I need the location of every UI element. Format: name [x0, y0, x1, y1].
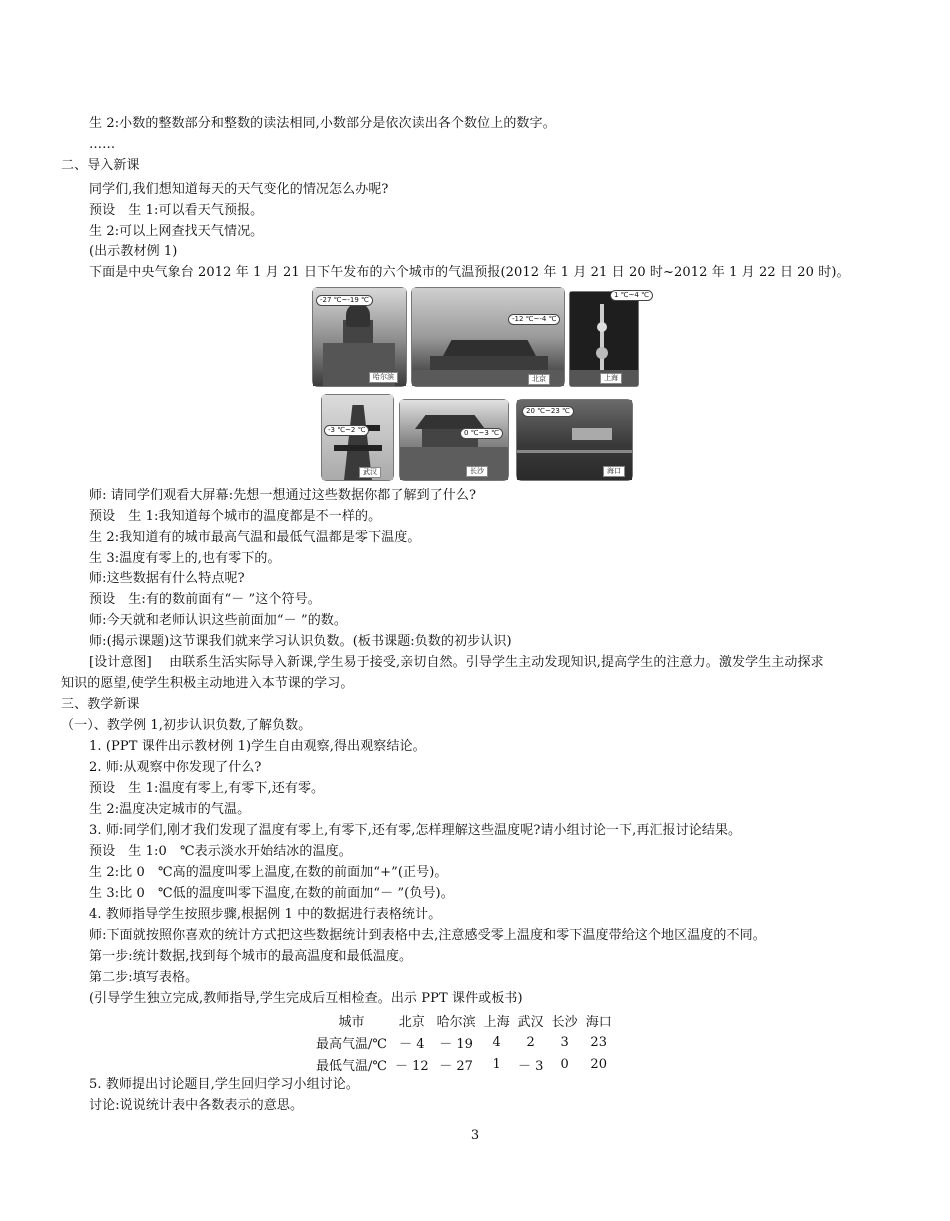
text-line: 生 3:比 0 ℃低的温度叫零下温度,在数的前面加“－ ”(负号)。 [89, 886, 454, 901]
city-label-haikou: 海口 [603, 466, 625, 477]
table-cell: 0 [560, 1056, 569, 1072]
temp-label-harbin: -27 ℃~-19 ℃ [316, 295, 373, 306]
city-label-harbin: 哈尔滨 [369, 372, 398, 383]
text-line: 生 2:比 0 ℃高的温度叫零上温度,在数的前面加“+”(正号)。 [89, 865, 448, 880]
section-heading: 三、教学新课 [61, 697, 140, 712]
text-line: 师: 请同学们观看大屏幕:先想一想通过这些数据你都了解到了什么? [89, 488, 477, 503]
ellipsis-line: …… [89, 137, 116, 152]
text-line: 生 2:我知道有的城市最高气温和最低气温都是零下温度。 [89, 530, 421, 545]
table-row [312, 1031, 616, 1053]
table-cell: － 27 [439, 1058, 473, 1074]
text-line: 师:这些数据有什么特点呢? [89, 571, 245, 586]
text-line: 4. 教师指导学生按照步骤,根据例 1 中的数据进行表格统计。 [89, 907, 442, 922]
text-line: 第一步:统计数据,找到每个城市的最高温度和最低温度。 [89, 949, 413, 964]
table-cell: 上海 [483, 1014, 510, 1030]
table-cell: 城市 [338, 1014, 365, 1030]
text-line: 师:(揭示课题)这节课我们就来学习认识负数。(板书课题:负数的初步认识) [89, 634, 512, 649]
text-line: 讨论:说说统计表中各数表示的意思。 [89, 1098, 304, 1113]
text-line: 生 2:温度决定城市的气温。 [89, 802, 251, 817]
text-line: 生 2:可以上网查找天气情况。 [89, 224, 264, 239]
text-line: 3. 师:同学们,刚才我们发现了温度有零上,有零下,还有零,怎样理解这些温度呢?请小组讨论一下,再汇报讨论结果。 [89, 823, 742, 838]
temp-label-wuhan: -3 ℃~2 ℃ [324, 425, 369, 436]
text-line: 生 2:小数的整数部分和整数的读法相同,小数部分是依次读出各个数位上的数字。 [89, 116, 556, 131]
table-cell: 3 [560, 1034, 569, 1050]
text-line: 预设 生 1:可以看天气预报。 [89, 203, 264, 218]
temp-label-haikou: 20 ℃~23 ℃ [522, 406, 574, 417]
page-number: 3 [470, 1128, 480, 1143]
table-cell: 最高气温/℃ [316, 1036, 387, 1052]
text-line: 师:今天就和老师认识这些前面加“－ ”的数。 [89, 613, 348, 628]
city-weather-figure [312, 283, 649, 479]
table-row [312, 1053, 616, 1075]
city-label-wuhan: 武汉 [359, 467, 381, 478]
table-header-row [312, 1009, 616, 1031]
table-cell: 长沙 [551, 1014, 578, 1030]
text-line: 预设 生:有的数前面有“－ ”这个符号。 [89, 592, 321, 607]
subsection-heading: （一）、教学例 1,初步认识负数,了解负数。 [61, 718, 312, 733]
table-cell: 最低气温/℃ [316, 1058, 387, 1074]
photo-haikou [516, 399, 633, 481]
text-line: 师:下面就按照你喜欢的统计方式把这些数据统计到表格中去,注意感受零上温度和零下温度带给这个地区温度的不同。 [89, 928, 766, 943]
table-cell: － 4 [399, 1036, 425, 1052]
text-line: 1. (PPT 课件出示教材例 1)学生自由观察,得出观察结论。 [89, 739, 426, 754]
photo-wuhan [321, 394, 394, 481]
text-line: 5. 教师提出讨论题目,学生回归学习小组讨论。 [89, 1077, 359, 1092]
text-line: (引导学生独立完成,教师指导,学生完成后互相检查。出示 PPT 课件或板书) [89, 991, 523, 1006]
table-cell: － 12 [394, 1058, 429, 1074]
text-line: 同学们,我们想知道每天的天气变化的情况怎么办呢? [89, 182, 389, 197]
temperature-table [312, 1009, 616, 1075]
table-cell: 23 [590, 1034, 607, 1050]
temp-label-shanghai: 1 ℃~4 ℃ [610, 290, 653, 301]
temp-label-changsha: 0 ℃~3 ℃ [460, 428, 503, 439]
photo-shanghai [569, 291, 649, 387]
city-label-changsha: 长沙 [466, 466, 488, 477]
text-line: 下面是中央气象台 2012 年 1 月 21 日下午发布的六个城市的气温预报(2012 年 1 月 21 日 20 时~2012 年 1 月 22 日 20 时)。 [89, 265, 850, 280]
text-line: 第二步:填写表格。 [89, 970, 199, 985]
table-cell: 北京 [398, 1014, 425, 1030]
table-cell: 哈尔滨 [436, 1014, 476, 1030]
text-line: 预设 生 1:我知道每个城市的温度都是不一样的。 [89, 509, 382, 524]
design-intent-line: [设计意图] 由联系生活实际导入新课,学生易于接受,亲切自然。引导学生主动发现知识,提高学生的注意力。激发学生主动探求 [89, 655, 824, 670]
table-cell: － 19 [439, 1036, 473, 1052]
text-line: 预设 生 1:温度有零上,有零下,还有零。 [89, 781, 325, 796]
city-label-beijing: 北京 [528, 374, 550, 385]
table-cell: 2 [526, 1034, 535, 1050]
text-line: 生 3:温度有零上的,也有零下的。 [89, 551, 281, 566]
table-cell: 1 [492, 1056, 501, 1072]
photo-changsha [399, 399, 509, 481]
temp-label-beijing: -12 ℃~-4 ℃ [508, 314, 560, 325]
table-cell: 20 [590, 1056, 607, 1072]
table-cell: 海口 [585, 1014, 612, 1030]
design-intent-line: 知识的愿望,使学生积极主动地进入本节课的学习。 [61, 676, 354, 691]
text-line: 预设 生 1:0 ℃表示淡水开始结冰的温度。 [89, 844, 352, 859]
photo-beijing [411, 287, 565, 387]
city-label-shanghai: 上海 [600, 373, 622, 384]
section-heading: 二、导入新课 [61, 158, 140, 173]
photo-harbin [312, 287, 407, 387]
text-line: 2. 师:从观察中你发现了什么? [89, 760, 262, 775]
table-cell: － 3 [517, 1058, 544, 1074]
table-cell: 武汉 [517, 1014, 544, 1030]
text-line: (出示教材例 1) [89, 244, 178, 259]
table-cell: 4 [492, 1034, 501, 1050]
